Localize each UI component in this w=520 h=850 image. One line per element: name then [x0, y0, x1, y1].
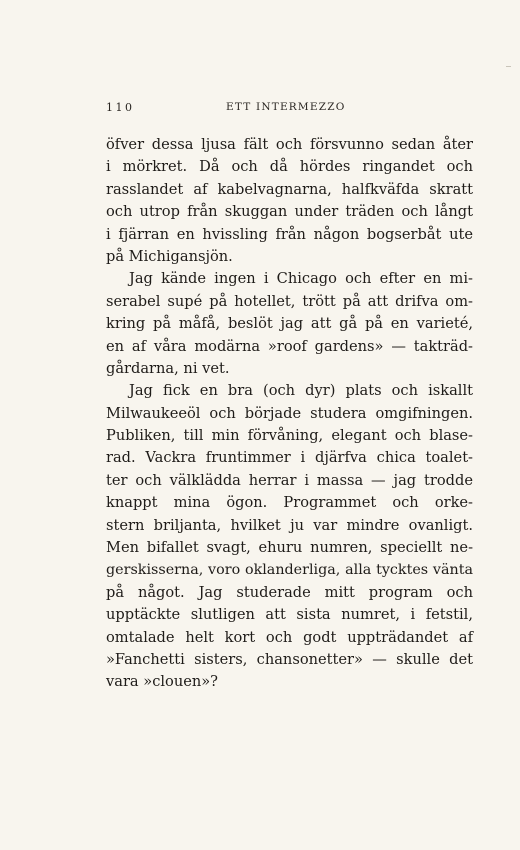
text-line: i mörkret. Då och då hördes ringandet och — [106, 158, 473, 176]
page-number: 110 — [106, 101, 135, 114]
text-line: gårdarna, ni vet. — [106, 359, 230, 377]
text-line: stern briljanta, hvilket ju var mindre ovanligt. — [106, 516, 473, 534]
text-line: på något. Jag studerade mitt program och — [106, 583, 473, 601]
text-line: i fjärran en hvissling från någon bogserbåt ute — [106, 225, 473, 243]
text-line: gerskisserna, voro oklanderliga, alla tycktes vänta — [106, 562, 473, 579]
text-line: öfver dessa ljusa fält och försvunno sedan åter — [106, 136, 473, 153]
text-line: rad. Vackra fruntimmer i djärfva chica toalet- — [106, 449, 473, 467]
text-line: Jag kände ingen i Chicago och efter en mi- — [129, 270, 473, 288]
text-line: »Fanchetti sisters, chansonetter» — skulle det — [106, 650, 473, 668]
text-line: Milwaukeeöl och började studera omgifningen. — [106, 404, 473, 422]
text-line: vara »clouen»? — [106, 673, 219, 691]
text-line: och utrop från skuggan under träden och långt — [106, 203, 473, 221]
text-line: en af våra modärna »roof gardens» — takträd- — [106, 337, 473, 355]
running-title: ETT INTERMEZZO — [226, 101, 346, 113]
text-line: serabel supé på hotellet, trött på att drifva om- — [106, 292, 473, 310]
text-line: Publiken, till min förvåning, elegant och blase- — [106, 427, 473, 445]
body-text — [106, 134, 473, 694]
text-line: rasslandet af kabelvagnarna, halfkväfda skratt — [106, 180, 473, 198]
page-corner-mark — [506, 66, 511, 67]
text-line: ter och välklädda herrar i massa — jag trodde — [106, 471, 473, 489]
running-head — [106, 101, 476, 119]
text-line: upptäckte slutligen att sista numret, i fetstil, — [106, 606, 473, 624]
text-line: på Michigansjön. — [106, 247, 233, 265]
text-line: Men bifallet svagt, ehuru numren, speciellt ne- — [106, 539, 473, 557]
text-line: Jag fick en bra (och dyr) plats och iskallt — [129, 382, 473, 400]
text-line: knappt mina ögon. Programmet och orke- — [106, 494, 473, 512]
text-line: omtalade helt kort och godt uppträdandet af — [106, 628, 473, 646]
text-line: kring på måfå, beslöt jag att gå på en varieté, — [106, 315, 473, 333]
